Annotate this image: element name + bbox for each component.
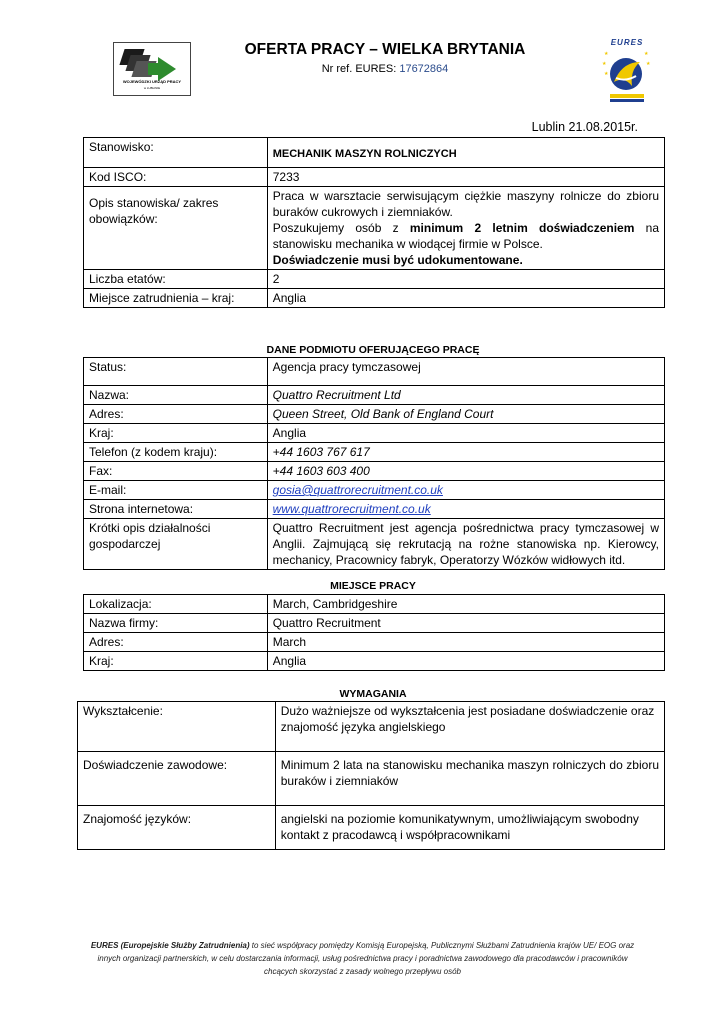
arrow-icon [158, 57, 176, 81]
about-label: Krótki opis działalności gospodarczej [84, 519, 268, 570]
table-row [84, 386, 665, 405]
position-value: MECHANIK MASZYN ROLNICZYCH [267, 138, 664, 168]
phone-label: Telefon (z kodem kraju): [84, 443, 268, 462]
isco-label: Kod ISCO: [84, 168, 268, 187]
requirements-table [77, 701, 665, 850]
website-label: Strona internetowa: [84, 500, 268, 519]
description-text: Poszukujemy osób z [272, 221, 410, 235]
workplace-address-value: March [267, 633, 664, 652]
document-date: Lublin 21.08.2015r. [531, 120, 638, 134]
email-link[interactable]: gosia@quattrorecruitment.co.uk [272, 483, 443, 497]
footer-text: to sieć współpracy pomiędzy Komisją Europejską, Publicznymi Służbami Zatrudnienia krajów UE/ EOG oraz innych organizacji partnerskich, w celu dostarczania informacji, usług pośrednictwa pracy i poradnictwa zawodowego dla pracodawców i pracowników chcących skorzystać z zasady wolnego przepływu osób [97, 941, 635, 976]
description-line: Praca w warsztacie serwisującym ciężkie maszyny rolnicze do zbioru buraków cukrowych i ziemniaków. [272, 189, 659, 219]
table-row [84, 289, 665, 308]
eures-logo: EURES ★ ★ ★ ★ ★ [596, 38, 656, 106]
wup-lublin-logo [113, 42, 191, 96]
status-label: Status: [84, 358, 268, 386]
table-row [84, 405, 665, 424]
workplace-country-label: Kraj: [84, 652, 268, 671]
requirements-section-title: WYMAGANIA [339, 688, 407, 700]
fte-label: Liczba etatów: [84, 270, 268, 289]
about-value: Quattro Recruitment jest agencja pośrednictwa pracy tymczasowej w Anglii. Zajmującą się rekrutacją na rożne stanowiska np. Kierowcy, mechanicy, Pracownicy fabryk, Operatorzy Wózków widłowych itd. [267, 519, 664, 570]
footer-note [90, 939, 635, 978]
country-label: Kraj: [84, 424, 268, 443]
position-label: Stanowisko: [84, 138, 268, 168]
place-value: Anglia [267, 289, 664, 308]
phone-value: +44 1603 767 617 [267, 443, 664, 462]
company-value: Quattro Recruitment [267, 614, 664, 633]
address-value: Queen Street, Old Bank of England Court [267, 405, 664, 424]
fax-label: Fax: [84, 462, 268, 481]
employer-section-title: DANE PODMIOTU OFERUJĄCEGO PRACĘ [266, 344, 480, 356]
job-table [83, 137, 665, 308]
footer-eures-name: EURES (Europejskie Służby Zatrudnienia) [90, 941, 250, 950]
email-label: E-mail: [84, 481, 268, 500]
languages-label: Znajomość języków: [78, 806, 276, 850]
table-row [84, 519, 665, 570]
table-row [84, 652, 665, 671]
country-value: Anglia [267, 424, 664, 443]
address-label: Adres: [84, 405, 268, 424]
table-row [84, 500, 665, 519]
description-line [273, 220, 659, 252]
languages-value: angielski na poziomie komunikatywnym, umożliwiającym swobodny kontakt z pracodawcą i współpracownikami [275, 806, 664, 850]
table-row [84, 462, 665, 481]
website-link[interactable]: www.quattrorecruitment.co.uk [272, 502, 431, 516]
company-label: Nazwa firmy: [84, 614, 268, 633]
table-row [84, 270, 665, 289]
description-emphasis: minimum 2 letnim doświadczeniem [409, 221, 635, 235]
description-note: Doświadczenie musi być udokumentowane. [272, 253, 523, 267]
table-row [84, 168, 665, 187]
fte-value: 2 [267, 270, 664, 289]
table-row [78, 752, 665, 806]
place-label: Miejsce zatrudnienia – kraj: [84, 289, 268, 308]
workplace-section-title: MIEJSCE PRACY [330, 580, 416, 592]
description-label: Opis stanowiska/ zakres obowiązków: [84, 187, 268, 270]
experience-value: Minimum 2 lata na stanowisku mechanika maszyn rolniczych do zbioru buraków i ziemniaków [275, 752, 664, 806]
table-row [84, 358, 665, 386]
location-value: March, Cambridgeshire [267, 595, 664, 614]
experience-label: Doświadczenie zawodowe: [78, 752, 276, 806]
table-row [78, 806, 665, 850]
reference-label: Nr ref. EURES: [321, 63, 400, 75]
table-row [84, 424, 665, 443]
table-row [84, 595, 665, 614]
education-label: Wykształcenie: [78, 702, 276, 752]
employer-table [83, 357, 665, 570]
table-row [78, 702, 665, 752]
description-text: na stanowisku mechanika w wiodącej firmie w Polsce. [272, 221, 659, 251]
logo-caption-city: w LUBLINIE [143, 86, 161, 90]
workplace-country-value: Anglia [267, 652, 664, 671]
website-cell [267, 500, 664, 519]
status-value: Agencja pracy tymczasowej [267, 358, 664, 386]
page-title: OFERTA PRACY – WIELKA BRYTANIA [244, 41, 526, 58]
table-row [84, 187, 665, 270]
eures-logo-text: EURES [610, 38, 644, 47]
table-row [84, 614, 665, 633]
table-row [84, 481, 665, 500]
table-row [84, 633, 665, 652]
table-row [84, 138, 665, 168]
logo-caption: WOJEWÓDZKI URZĄD PRACY [122, 79, 182, 84]
name-value: Quattro Recruitment Ltd [267, 386, 664, 405]
location-label: Lokalizacja: [84, 595, 268, 614]
description-value [267, 187, 664, 270]
name-label: Nazwa: [84, 386, 268, 405]
fax-value: +44 1603 603 400 [267, 462, 664, 481]
workplace-table [83, 594, 665, 671]
reference-number: 17672864 [399, 63, 449, 75]
isco-value: 7233 [267, 168, 664, 187]
education-value: Dużo ważniejsze od wykształcenia jest posiadane doświadczenie oraz znajomość języka angielskiego [275, 702, 664, 752]
workplace-address-label: Adres: [84, 633, 268, 652]
reference-line [200, 63, 570, 75]
table-row [84, 443, 665, 462]
email-cell [267, 481, 664, 500]
